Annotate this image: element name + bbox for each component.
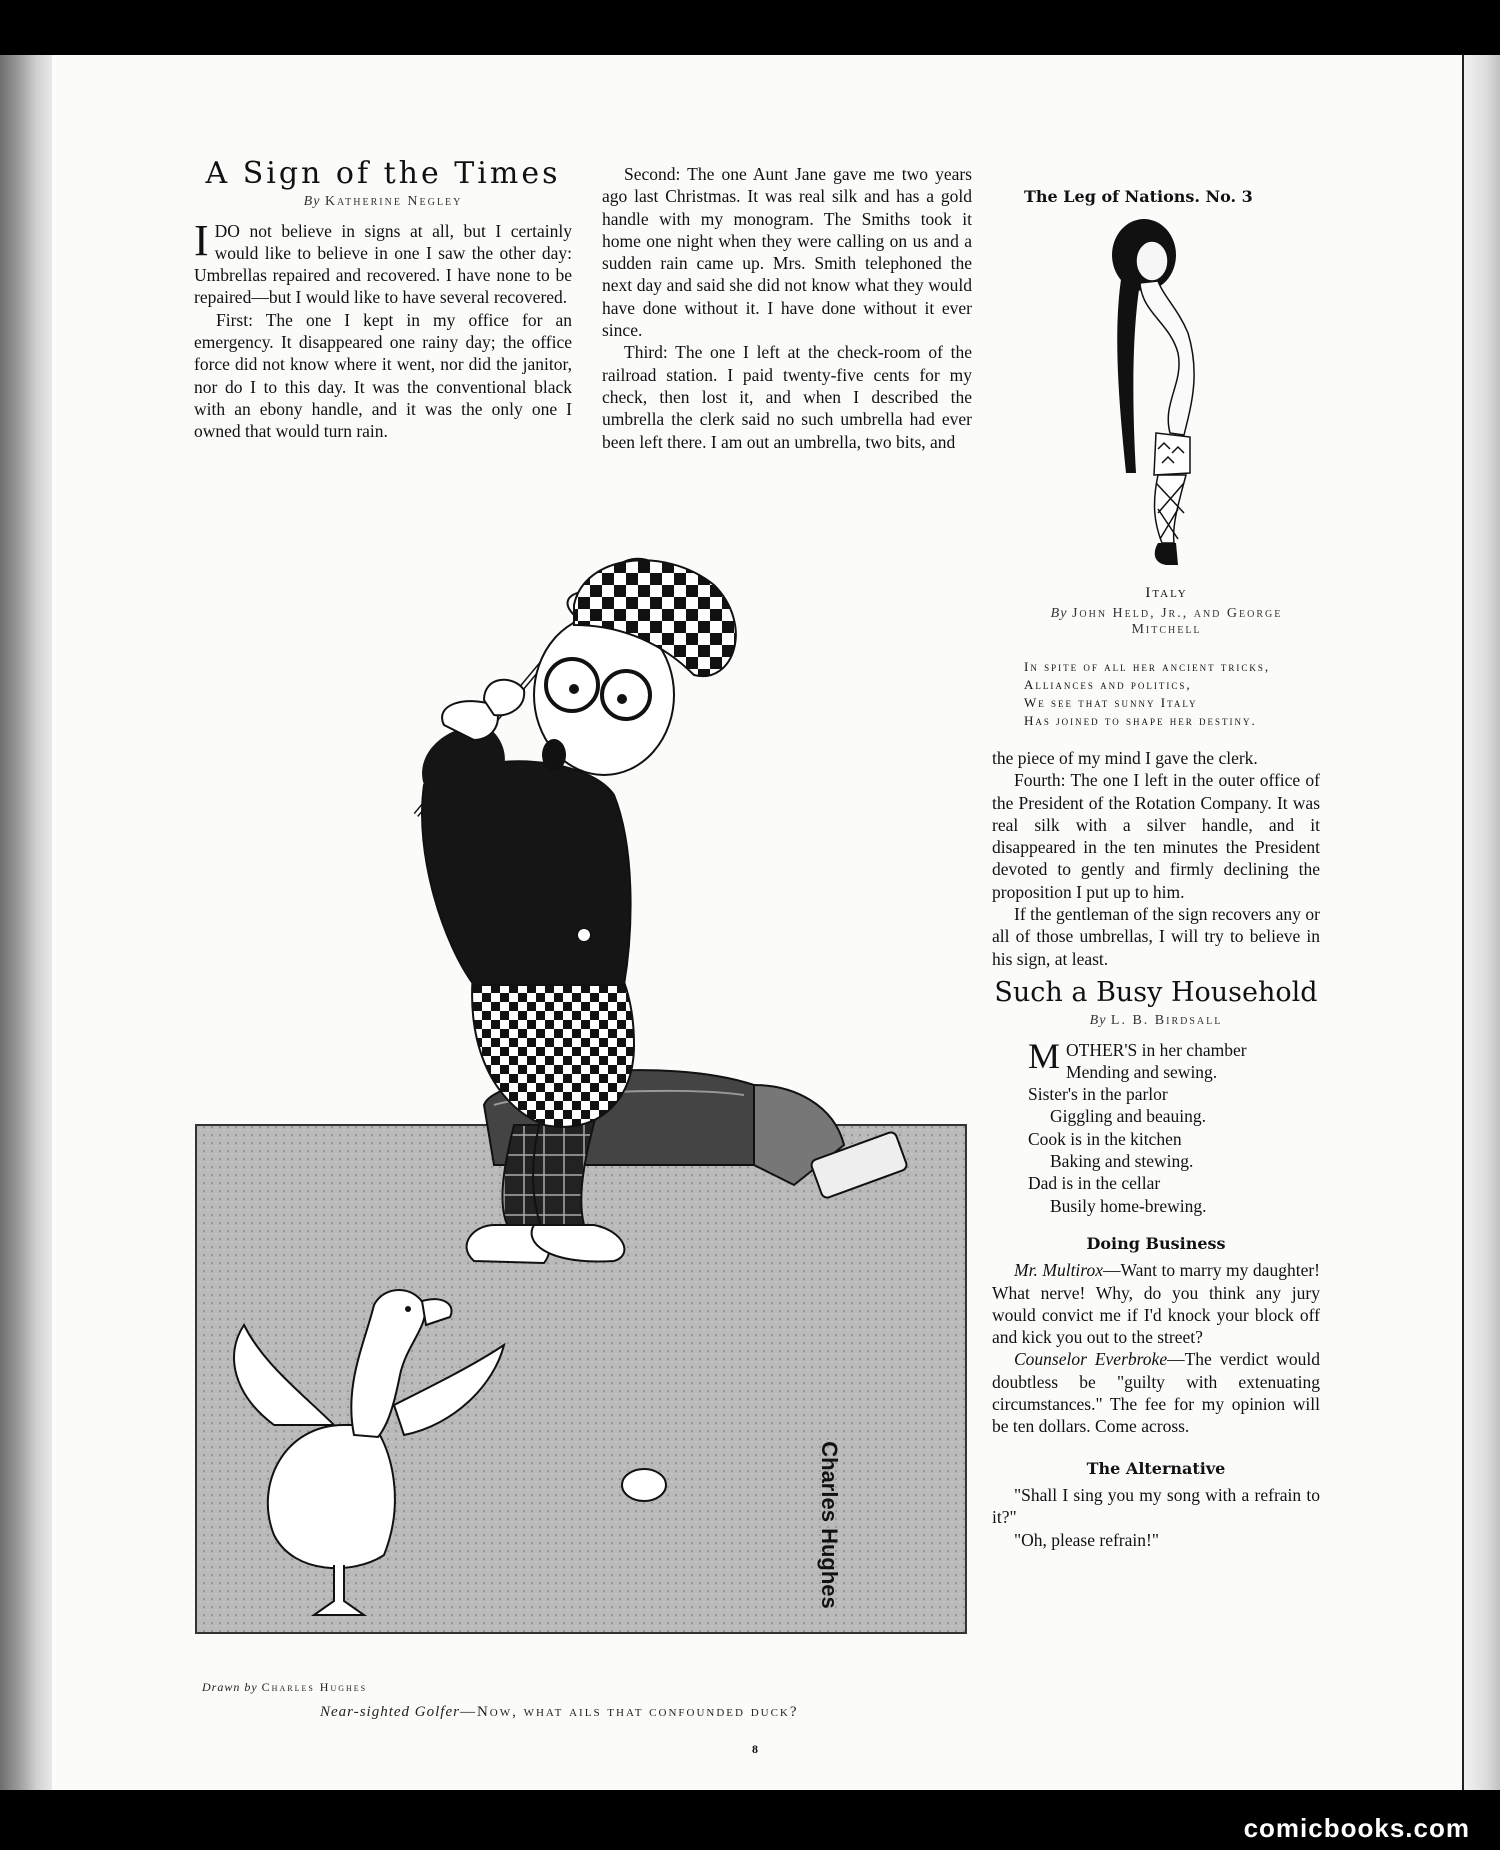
article-paragraph: Third: The one I left at the check-room of the railroad station. I paid twenty-five cents for my check, then lost it, and when I described the umbrella the clerk said no such umbrella had ever been left there. I am out an umbrella, two bits, and [602,342,972,452]
page-number: 8 [752,1742,758,1756]
golfer-cartoon [194,525,976,1675]
country-name: Italy [1145,585,1188,601]
poem-line: Baking and stewing. [1050,1151,1194,1172]
alternative-title: The Alternative [1086,1458,1226,1478]
italy-leg-illustration [1092,213,1232,573]
cartoon-credit: Drawn by Charles Hughes [202,1680,368,1694]
watermark: comicbooks.com [1243,1813,1470,1843]
cartoon-caption: Near-sighted Golfer—Now, what ails that confounded duck? [320,1704,799,1720]
article-paragraph: First: The one I kept in my office for an emergency. It disappeared one rainy day; the office force did not know where it went, nor did the janitor, nor do I to this day. It was the conventional black with an ebony handle, and it was the only one I owned that would turn rain. [194,309,572,442]
leg-of-nations-caption [1024,585,1309,644]
signature-text: Charles Hughes [817,1441,842,1609]
poem-line: Giggling and beauing. [1050,1106,1207,1127]
article-paragraph: Second: The one Aunt Jane gave me two years ago last Christmas. It was real silk and has a gold handle with my monogram. The Smiths took it home one night when they were calling on us and a sudden rain came up. Mrs. Smith telephoned the next day and said she did not know what they would have done without it. I have done without it ever since. [602,164,972,341]
drop-cap: M [1028,1035,1061,1076]
dialogue-paragraph: Counselor Everbroke—The verdict would doubtless be "guilty with extenuating circumstances." The fee for my opinion will be ten dollars. Come across. [992,1349,1321,1437]
article-paragraph: the piece of my mind I gave the clerk. [992,748,1258,768]
article2-byline: By L. B. Birdsall [1089,1013,1223,1029]
poem-line: Sister's in the parlor [1028,1084,1168,1105]
article2-title: Such a Busy Household [994,976,1318,1008]
doing-business-title: Doing Business [1086,1233,1226,1253]
scan-right-edge [1462,55,1500,1790]
magazine-page [52,55,1462,1790]
verse-line: Alliances and politics, [1024,677,1192,692]
verse-line: We see that sunny Italy [1024,695,1198,710]
leg-of-nations-byline: By John Held, Jr., and George Mitchell [1050,606,1283,637]
verse-line: Has joined to shape her destiny. [1024,713,1257,728]
poem-line: Dad is in the cellar [1028,1173,1161,1194]
article-byline: By Katherine Negley [303,194,463,210]
article-sign-of-times-col1 [194,156,572,443]
article-title: A Sign of the Times [205,156,561,191]
article-paragraph: Fourth: The one I left in the outer office of the President of the Rotation Company. It was real silk with a silver handle, and it disappeared in the ten minutes the President devoted to gently and firmly declining the proposition I put up to him. [992,770,1320,902]
article-paragraph: IDO not believe in signs at all, but I certainly would like to believe in one I saw the other day: Umbrellas repaired and recovered. I have none to be repaired—but I would like to have several recovered. [194,215,572,308]
article-paragraph: If the gentleman of the sign recovers any or all of those umbrellas, I will try to believe in his sign, at least. [992,904,1320,969]
poem-line: Cook is in the kitchen [1028,1128,1182,1149]
drop-cap: I [194,215,209,265]
poem-line: MOTHER'S in her chamber [1028,1035,1247,1076]
article-sign-of-times-col2 [602,163,972,453]
household-poem [992,1035,1320,1217]
dialogue-paragraph: Mr. Multirox—Want to marry my daughter! What nerve! Why, do you think any jury would convict me if I'd knock your block off and kick you out to the street? [992,1260,1320,1348]
poem-line: Mending and sewing. [1066,1061,1218,1082]
article-sign-of-times-col3 [992,747,1320,1551]
scan-left-edge [0,55,52,1790]
verse-line: In spite of all her ancient tricks, [1024,659,1271,674]
poem-line: Busily home-brewing. [1050,1195,1207,1216]
leg-of-nations-verse [1024,658,1324,730]
dialogue-paragraph: "Shall I sing you my song with a refrain to it?" [992,1484,1320,1528]
dialogue-paragraph: "Oh, please refrain!" [1014,1529,1159,1550]
leg-of-nations-title: The Leg of Nations. No. 3 [1024,187,1253,206]
